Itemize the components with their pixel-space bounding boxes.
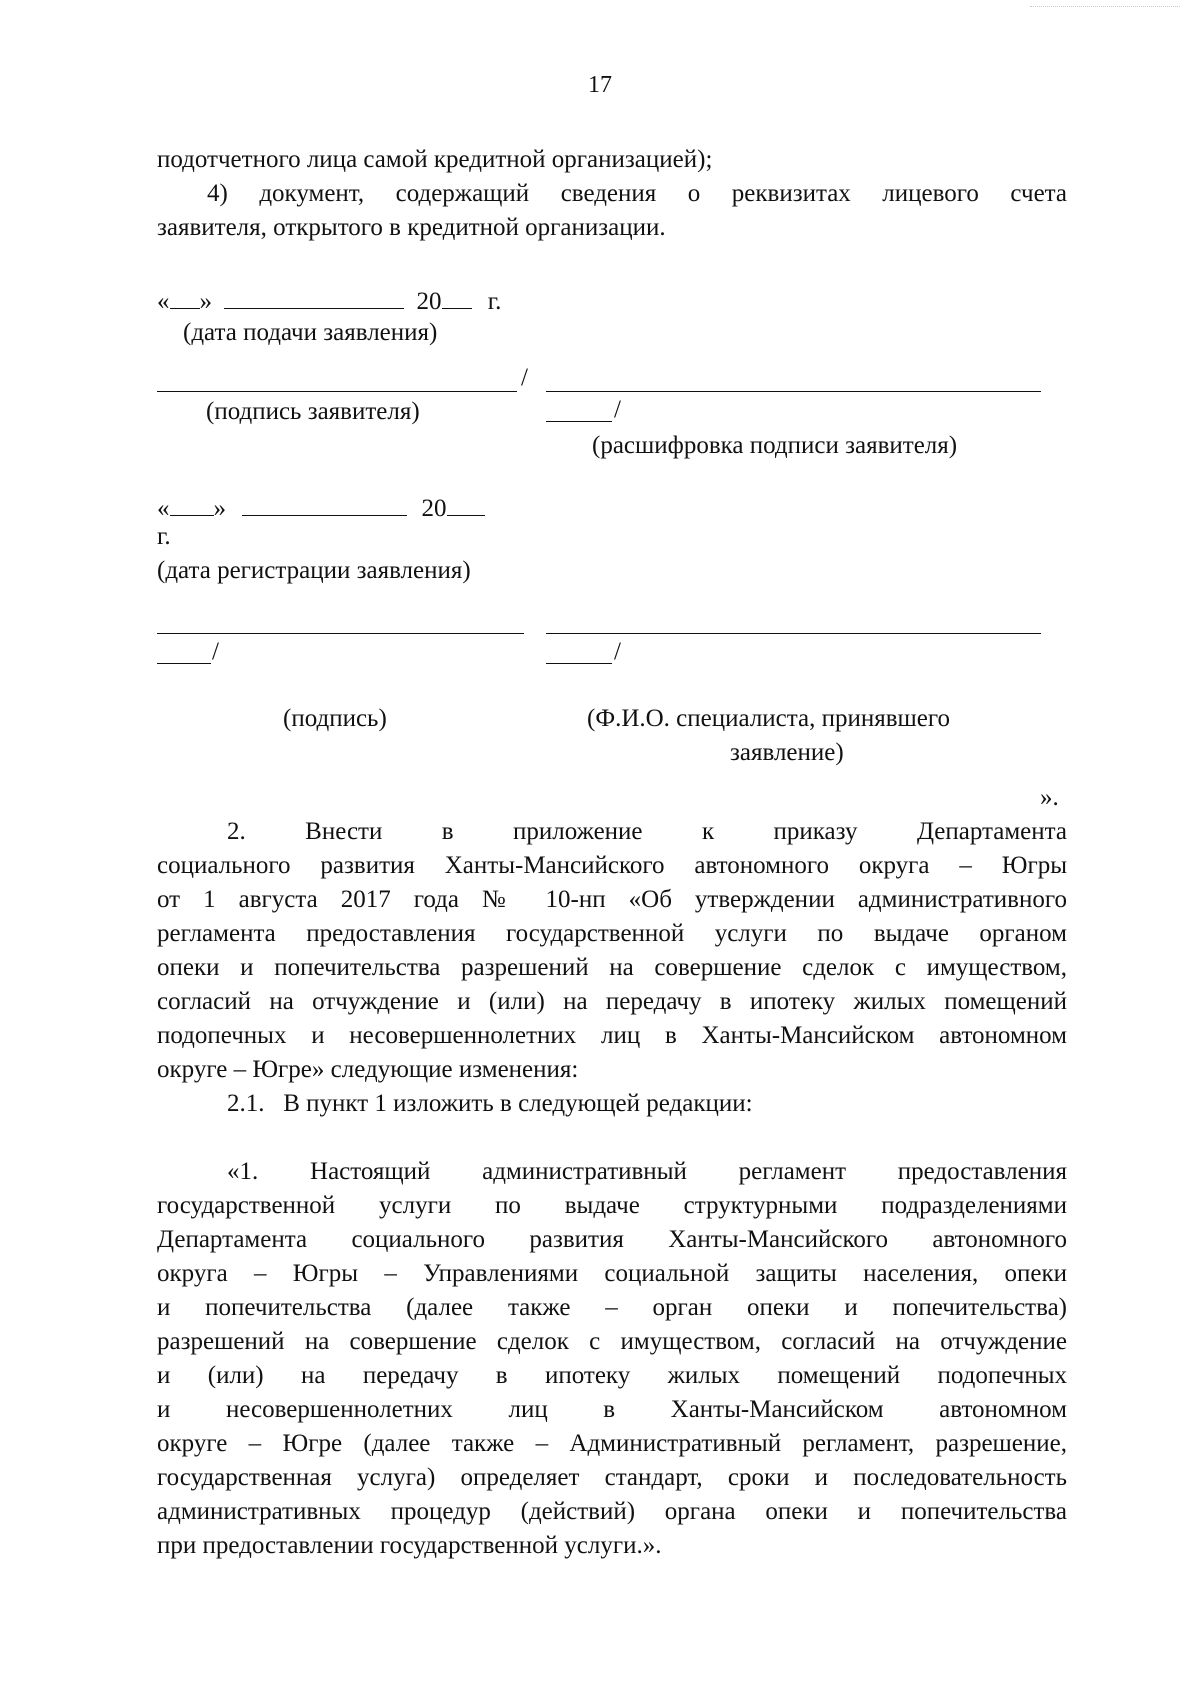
scan-artifact bbox=[1030, 6, 1180, 11]
text-line: социального развития Ханты-Мансийского автономного округа – Югры bbox=[157, 852, 1067, 879]
text-line: подопечных и несовершеннолетних лиц в Ханты-Мансийском автономном bbox=[157, 1022, 1067, 1049]
applicant-signature-line bbox=[157, 391, 517, 392]
text-line: при предоставлении государственной услуги.». bbox=[157, 1532, 662, 1559]
paragraph-2 bbox=[157, 815, 1067, 1121]
text-line: и (или) на передачу в ипотеку жилых помещений подопечных bbox=[157, 1362, 1067, 1389]
submit-date-label: (дата подачи заявления) bbox=[183, 319, 438, 346]
slash-mark: / bbox=[614, 638, 621, 665]
text-line: административных процедур (действий) органа опеки и попечительства bbox=[157, 1498, 1067, 1525]
signature-line bbox=[157, 633, 524, 634]
paragraph-point-1 bbox=[157, 1155, 1067, 1563]
short-line bbox=[157, 663, 211, 664]
registration-date-label: (дата регистрации заявления) bbox=[157, 557, 471, 584]
day-blank bbox=[170, 286, 200, 309]
slash-mark: / bbox=[614, 396, 621, 423]
short-line bbox=[546, 421, 612, 422]
applicant-decode-line bbox=[546, 391, 1041, 392]
text-line: округа – Югры – Управлениями социальной защиты населения, опеки bbox=[157, 1260, 1067, 1287]
text-line: государственной услуги по выдаче структурными подразделениями bbox=[157, 1192, 1067, 1219]
registration-date-line: « » 20 bbox=[157, 493, 485, 524]
text-line: «1. Настоящий административный регламент предоставления bbox=[227, 1158, 1067, 1185]
month-blank bbox=[224, 286, 404, 309]
registration-g: г. bbox=[157, 523, 171, 550]
text-line: и несовершеннолетних лиц в Ханты-Мансийском автономном bbox=[157, 1396, 1067, 1423]
closing-quote: ». bbox=[1040, 784, 1059, 811]
text-line: государственная услуга) определяет стандарт, сроки и последовательность bbox=[157, 1464, 1067, 1491]
text-line: опеки и попечительства разрешений на совершение сделок с имуществом, bbox=[157, 954, 1067, 981]
text-line: регламента предоставления государственной услуги по выдаче органом bbox=[157, 920, 1067, 947]
specialist-name-line bbox=[546, 633, 1041, 634]
specialist-label: (Ф.И.О. специалиста, принявшего bbox=[587, 705, 951, 732]
text-line: 2. Внести в приложение к приказу Департамента bbox=[227, 818, 1067, 845]
text-line: 4) документ, содержащий сведения о реквизитах лицевого счета bbox=[207, 180, 1067, 207]
specialist-label: заявление) bbox=[730, 739, 844, 766]
slash-mark: / bbox=[212, 638, 219, 665]
text-line: и попечительства (далее также – орган опеки и попечительства) bbox=[157, 1294, 1067, 1321]
top-paragraph bbox=[157, 143, 1067, 245]
day-blank bbox=[170, 493, 214, 516]
text-line: Департамента социального развития Ханты-Мансийского автономного bbox=[157, 1226, 1067, 1253]
signature-label: (подпись) bbox=[283, 705, 387, 732]
text-line: подотчетного лица самой кредитной организацией); bbox=[157, 146, 713, 173]
slash-mark: / bbox=[521, 364, 528, 391]
submit-date-line: « » 20 г. bbox=[157, 288, 502, 315]
text-line: округе – Югре (далее также – Административный регламент, разрешение, bbox=[157, 1430, 1067, 1457]
text-line: разрешений на совершение сделок с имуществом, согласий на отчуждение bbox=[157, 1328, 1067, 1355]
text-line: от 1 августа 2017 года № 10-нп «Об утверждении административного bbox=[157, 886, 1067, 913]
text-line: 2.1. В пункт 1 изложить в следующей редакции: bbox=[227, 1090, 753, 1117]
applicant-signature-label: (подпись заявителя) bbox=[206, 398, 420, 425]
page-number: 17 bbox=[588, 72, 612, 98]
month-blank bbox=[242, 493, 407, 516]
text-line: округе – Югре» следующие изменения: bbox=[157, 1056, 579, 1083]
text-line: заявителя, открытого в кредитной организации. bbox=[157, 214, 666, 241]
applicant-decode-label: (расшифровка подписи заявителя) bbox=[592, 432, 958, 459]
text-line: согласий на отчуждение и (или) на передачу в ипотеку жилых помещений bbox=[157, 988, 1067, 1015]
year-blank bbox=[442, 286, 472, 309]
year-blank bbox=[447, 493, 485, 516]
short-line bbox=[546, 663, 612, 664]
